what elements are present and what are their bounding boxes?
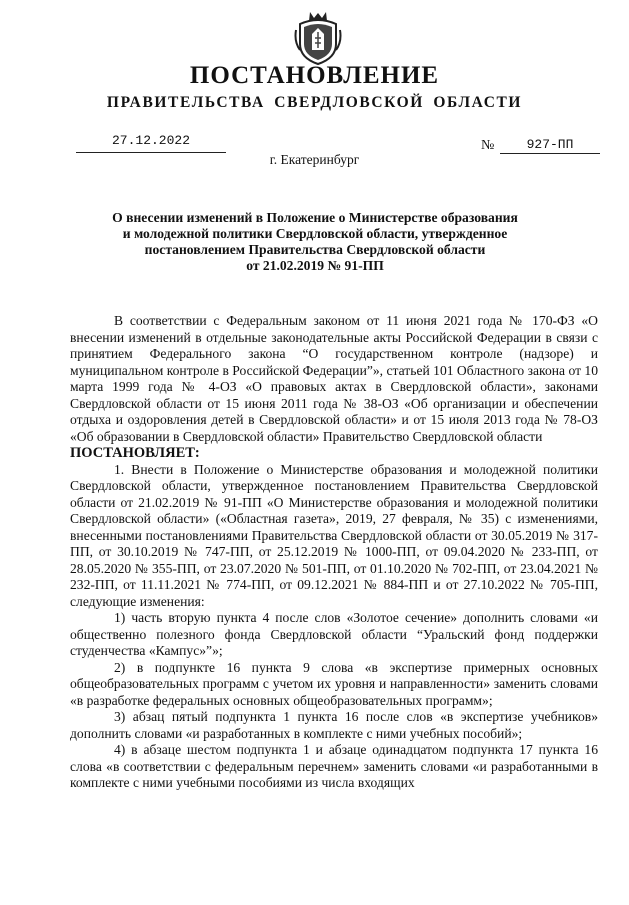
city: г. Екатеринбург: [269, 152, 360, 167]
number-sign: №: [481, 138, 495, 153]
preamble-paragraph: В соответствии с Федеральным законом от 11 июня 2021 года № 170-ФЗ «О внесении изменений в отдельные законодательные акты Российской Федерации в связи с принятием Федерального закона “О государственном контроле (надзоре) и муниципальном контроле в Российской Федерации”», статьей 101 Областного закона от 10 марта 1999 года № 4-ОЗ «О правовых актах в Свердловской области», законами Свердловской области от 15 июня 2011 года № 38-ОЗ «Об организации и обеспечении отдыха и оздоровления детей в Свердловской области» и от 15 июля 2013 года № 78-ОЗ «Об образовании в Свердловской области» Правительство Свердловской области: [70, 313, 598, 444]
paragraph: 4) в абзаце шестом подпункта 1 и абзаце одинадцатом подпункта 17 пункта 16 слова «в соответствии с федеральным перечнем» заменить словами «и разработанными в комплекте с ними учебными пособиями из числа входящих: [70, 742, 598, 790]
paragraph: 3) абзац пятый подпункта 1 пункта 16 после слов «в экспертизе учебников» дополнить словами «и разработанных в комплекте с ними учебных пособий»;: [70, 709, 598, 741]
document-type-title: ПОСТАНОВЛЕНИЕ: [189, 62, 440, 89]
subject-line: от 21.02.2019 № 91-ПП: [246, 258, 384, 273]
issuing-authority: ПРАВИТЕЛЬСТВА СВЕРДЛОВСКОЙ ОБЛАСТИ: [106, 94, 523, 111]
coat-of-arms-icon: [294, 10, 342, 66]
document-subject: [80, 210, 550, 274]
subject-line: и молодежной политики Свердловской области, утвержденное: [122, 226, 508, 241]
paragraph: 2) в подпункте 16 пункта 9 слова «в экспертизе примерных основных общеобразовательных программ с учетом их уровня и направленности» заменить словами «в разработке федеральных основных общеобразовательных программ»;: [70, 659, 598, 708]
resolve-heading: ПОСТАНОВЛЯЕТ:: [70, 445, 200, 461]
subject-line: постановлением Правительства Свердловской области: [144, 242, 486, 257]
document-date: 27.12.2022: [111, 133, 190, 148]
subject-line: О внесении изменений в Положение о Министерстве образования: [112, 210, 518, 225]
paragraph: 1. Внести в Положение о Министерстве образования и молодежной политики Свердловской области, утвержденное постановлением Правительства Свердловской области от 21.02.2019 № 91-ПП «О Министерстве образования и молодежной политики Свердловской области» («Областная газета», 2019, 27 февраля, № 35) с изменениями, внесенными постановлениями Правительства Свердловской области от 30.05.2019 № 317-ПП, от 30.10.2019 № 747-ПП, от 25.12.2019 № 1000-ПП, от 09.04.2020 № 233-ПП, от 28.05.2020 № 355-ПП, от 23.07.2020 № 501-ПП, от 01.10.2020 № 702-ПП, от 23.04.2021 № 232-ПП, от 11.11.2021 № 774-ПП, от 09.12.2021 № 884-ПП и от 27.10.2022 № 705-ПП, следующие изменения:: [70, 461, 598, 609]
paragraph: 1) часть вторую пункта 4 после слов «Золотое сечение» дополнить словами «и общественно полезного фонда Свердловской области “Уральский фонд поддержки студенчества «Кампус»”»;: [70, 610, 598, 658]
document-number: 927-ПП: [526, 137, 574, 152]
document-body: [70, 313, 598, 792]
